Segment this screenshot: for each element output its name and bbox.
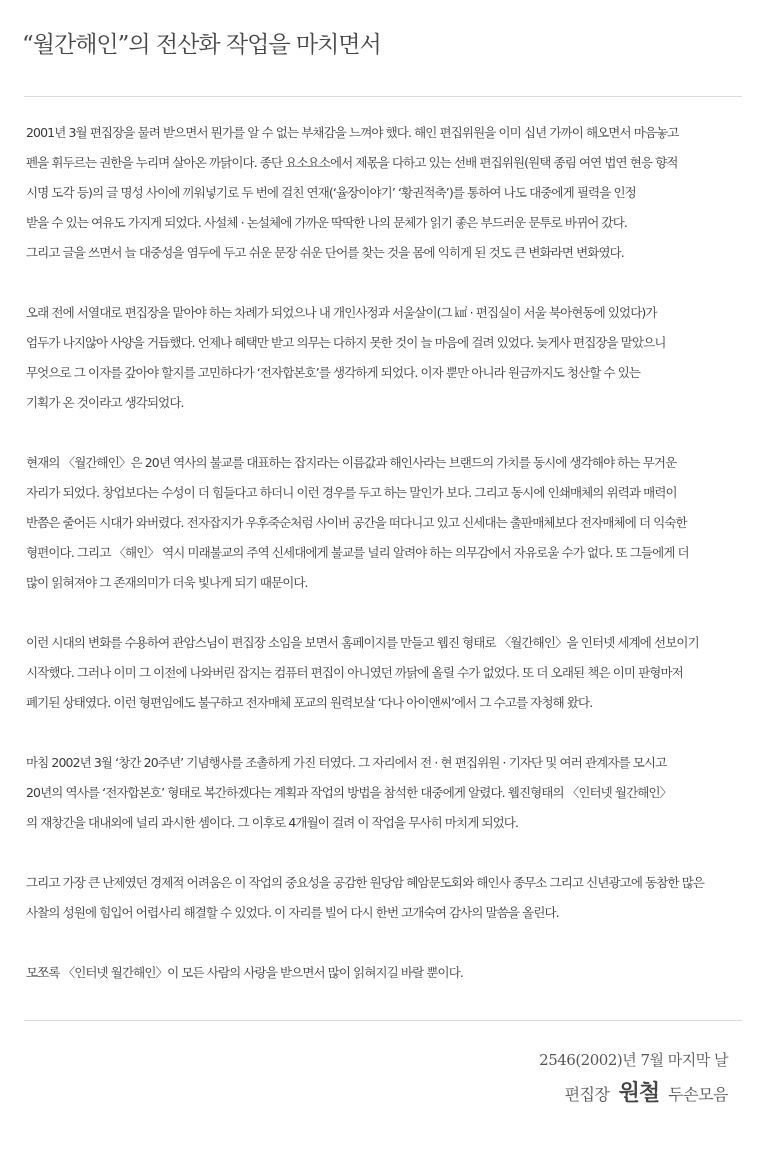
paragraph-line: 마침 2002년 3월 ‘창간 20주년’ 기념행사를 조촐하게 가진 터였다. 그 자리에서 전 · 현 편집위원 · 기자단 및 여러 관계자를 모시고: [26, 755, 667, 770]
paragraph-line: 자리가 되었다. 창업보다는 수성이 더 힘들다고 하더니 이런 경우를 두고 하는 말인가 보다. 그리고 동시에 인쇄매체의 위력과 매력이: [26, 485, 677, 500]
paragraph-line: 많이 읽혀져야 그 존재의미가 더욱 빛나게 되기 때문이다.: [26, 575, 308, 590]
article-body: [26, 118, 750, 1018]
paragraph-line: 2001년 3월 편집장을 물려 받으면서 뭔가를 알 수 없는 부채감을 느껴야 했다. 해인 편집위원을 이미 십년 가까이 해오면서 마음놓고: [26, 125, 679, 140]
paragraph-line: 펜을 휘두르는 권한을 누리며 살아온 까닭이다. 종단 요소요소에서 제몫을 다하고 있는 선배 편집위원(원택 종림 여연 법연 현응 향적: [26, 155, 678, 170]
paragraph-line: 오래 전에 서열대로 편집장을 맡아야 하는 차례가 되었으나 내 개인사정과 서울살이(그 ㎢ · 편집실이 서울 북아현동에 있었다)가: [26, 305, 657, 320]
paragraph-line: 시명 도각 등)의 글 명성 사이에 끼워넣기로 두 번에 걸친 연재(‘율장이야기’ ‘황권적축’)를 통하여 나도 대중에게 필력을 인정: [26, 185, 636, 200]
paragraph: [26, 868, 750, 928]
paragraph: [26, 958, 750, 988]
paragraph: [26, 628, 750, 718]
paragraph: [26, 448, 750, 598]
signoff: [539, 1046, 728, 1112]
bottom-divider: [24, 1020, 742, 1021]
paragraph-line: 20년의 역사를 ‘전자합본호’ 형태로 복간하겠다는 계획과 작업의 방법을 참석한 대중에게 알렸다. 웹진형태의 〈인터넷 월간해인〉: [26, 785, 672, 800]
signoff-name: 원철: [618, 1080, 660, 1106]
paragraph-line: 사찰의 성원에 힘입어 어렵사리 해결할 수 있었다. 이 자리를 빌어 다시 한번 고개숙여 감사의 말씀을 올린다.: [26, 905, 559, 920]
top-divider: [24, 96, 742, 97]
paragraph-line: 시작했다. 그러나 이미 그 이전에 나와버린 잡지는 컴퓨터 편집이 아니였던 까닭에 올릴 수가 없었다. 또 더 오래된 책은 이미 판형마저: [26, 665, 683, 680]
paragraph-line: 무엇으로 그 이자를 갚아야 할지를 고민하다가 ‘전자합본호’를 생각하게 되었다. 이자 뿐만 아니라 원금까지도 청산할 수 있는: [26, 365, 641, 380]
paragraph-line: 폐기된 상태였다. 이런 형편임에도 불구하고 전자매체 포교의 원력보살 ‘다나 아이앤씨’에서 그 수고를 자청해 왔다.: [26, 695, 593, 710]
page-title: “월간해인”의 전산화 작업을 마치면서: [22, 32, 381, 58]
paragraph-line: 이런 시대의 변화를 수용하여 관암스님이 편집장 소임을 보면서 홈페이지를 만들고 웹진 형태로 〈월간해인〉을 인터넷 세계에 선보이기: [26, 635, 699, 650]
paragraph-line: 현재의 〈월간해인〉은 20년 역사의 불교를 대표하는 잡지라는 이름값과 해인사라는 브랜드의 가치를 동시에 생각해야 하는 무거운: [26, 455, 677, 470]
paragraph-line: 엄두가 나지않아 사양을 거듭했다. 언제나 혜택만 받고 의무는 다하지 못한 것이 늘 마음에 걸려 있었다. 늦게사 편집장을 맡았으니: [26, 335, 666, 350]
paragraph-line: 반쯤은 줄어든 시대가 와버렸다. 전자잡지가 우후죽순처럼 사이버 공간을 떠다니고 있고 신세대는 출판매체보다 전자매체에 더 익숙한: [26, 515, 687, 530]
signoff-signature: [539, 1076, 728, 1112]
paragraph-line: 의 재창간을 대내외에 널리 과시한 셈이다. 그 이후로 4개월이 걸려 이 작업을 무사히 마치게 되었다.: [26, 815, 519, 830]
paragraph-line: 모쪼록 〈인터넷 월간해인〉이 모든 사람의 사랑을 받으면서 많이 읽혀지길 바랄 뿐이다.: [26, 965, 463, 980]
paragraph-line: 형편이다. 그리고 〈해인〉 역시 미래불교의 주역 신세대에게 불교를 널리 알려야 하는 의무감에서 자유로울 수가 없다. 또 그들에게 더: [26, 545, 689, 560]
paragraph-line: 받을 수 있는 여유도 가지게 되었다. 사설체 · 논설체에 가까운 딱딱한 나의 문체가 읽기 좋은 부드러운 문투로 바뀌어 갔다.: [26, 215, 627, 230]
paragraph-line: 그리고 글을 쓰면서 늘 대중성을 염두에 두고 쉬운 문장 쉬운 단어를 찾는 것을 몸에 익히게 된 것도 큰 변화라면 변화였다.: [26, 245, 624, 260]
signoff-date: 2546(2002)년 7월 마지막 날: [539, 1051, 728, 1069]
paragraph-line: 그리고 가장 큰 난제였던 경제적 어려움은 이 작업의 중요성을 공감한 원당암 혜암문도회와 해인사 종무소 그리고 신년광고에 동참한 많은: [26, 875, 705, 890]
paragraph: [26, 118, 750, 268]
signoff-role: 편집장: [564, 1085, 610, 1104]
paragraph: [26, 298, 750, 418]
paragraph-line: 기획가 온 것이라고 생각되었다.: [26, 395, 184, 410]
paragraph: [26, 748, 750, 838]
signoff-suffix: 두손모음: [668, 1085, 728, 1104]
